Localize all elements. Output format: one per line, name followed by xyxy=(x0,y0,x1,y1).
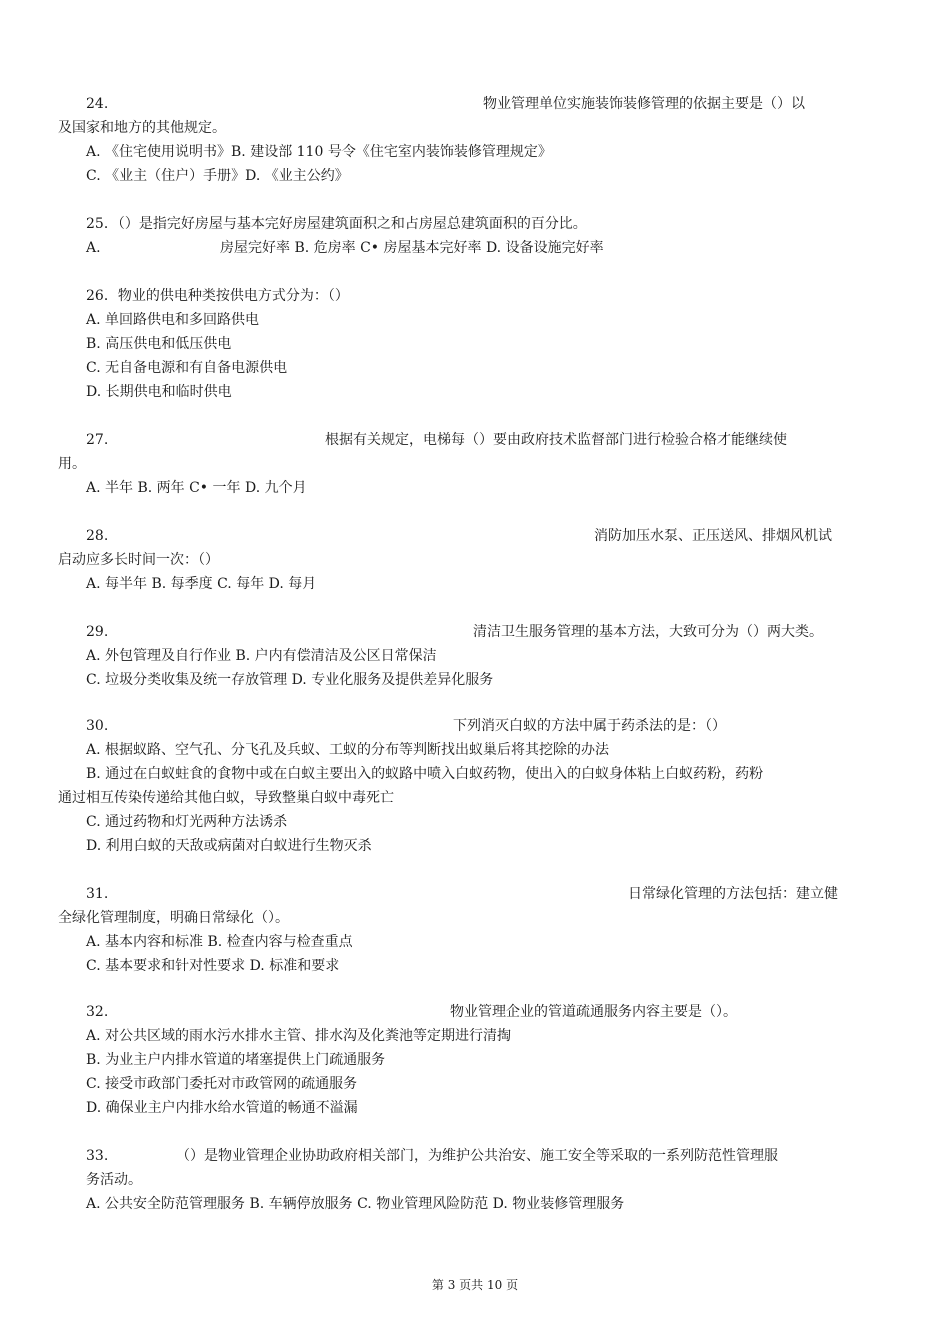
q32-option-b: B. 为业主户内排水管道的堵塞提供上门疏通服务 xyxy=(86,1052,386,1068)
q26-option-b: B. 高压供电和低压供电 xyxy=(86,336,232,352)
q32-option-c: C. 接受市政部门委托对市政管网的疏通服务 xyxy=(86,1076,358,1092)
q33-stem: （）是物业管理企业协助政府相关部门，为维护公共治安、施工安全等采取的一系列防范性管理服 xyxy=(176,1148,778,1164)
q24-stem: 物业管理单位实施装饰装修管理的依据主要是（）以 xyxy=(483,96,805,112)
q30-number: 30. xyxy=(86,718,109,734)
q31-options-1: A. 基本内容和标准 B. 检查内容与检查重点 xyxy=(86,934,353,950)
q33-options: A. 公共安全防范管理服务 B. 车辆停放服务 C. 物业管理风险防范 D. 物业装修管理服务 xyxy=(86,1196,625,1212)
q24-stem-cont: 及国家和地方的其他规定。 xyxy=(58,120,226,136)
q29-options-1: A. 外包管理及自行作业 B. 户内有偿清洁及公区日常保洁 xyxy=(86,648,437,664)
q25-options: 房屋完好率 B. 危房率 C• 房屋基本完好率 D. 设备设施完好率 xyxy=(220,240,604,256)
q33-stem-cont: 务活动。 xyxy=(86,1172,142,1188)
q28-stem: 消防加压水泵、正压送风、排烟风机试 xyxy=(594,528,832,544)
q26-option-d: D. 长期供电和临时供电 xyxy=(86,384,232,400)
q26-option-a: A. 单回路供电和多回路供电 xyxy=(86,312,260,328)
q26-stem: 26．物业的供电种类按供电方式分为：（） xyxy=(86,288,349,304)
q24-number: 24. xyxy=(86,96,109,112)
q32-option-d: D. 确保业主户内排水给水管道的畅通不溢漏 xyxy=(86,1100,358,1116)
q32-option-a: A. 对公共区域的雨水污水排水主管、排水沟及化粪池等定期进行清掏 xyxy=(86,1028,512,1044)
q31-stem-cont: 全绿化管理制度，明确日常绿化（）。 xyxy=(58,910,289,926)
q29-stem: 清洁卫生服务管理的基本方法，大致可分为（）两大类。 xyxy=(473,624,823,640)
q28-stem-cont: 启动应多长时间一次：（） xyxy=(58,552,219,568)
q25-option-label: A. xyxy=(86,240,101,256)
q24-options-2: C. 《业主（住户）手册》D. 《业主公约》 xyxy=(86,168,349,184)
q28-number: 28. xyxy=(86,528,109,544)
q28-options: A. 每半年 B. 每季度 C. 每年 D. 每月 xyxy=(86,576,317,592)
q32-stem: 物业管理企业的管道疏通服务内容主要是（）。 xyxy=(450,1004,737,1020)
q24-options-1: A. 《住宅使用说明书》B. 建设部 110 号令《住宅室内装饰装修管理规定》 xyxy=(86,144,552,160)
q30-option-c: C. 通过药物和灯光两种方法诱杀 xyxy=(86,814,288,830)
q25-stem: 25．（）是指完好房屋与基本完好房屋建筑面积之和占房屋总建筑面积的百分比。 xyxy=(86,216,587,232)
q27-stem: 根据有关规定，电梯每（）要由政府技术监督部门进行检验合格才能继续使 xyxy=(325,432,787,448)
q29-number: 29. xyxy=(86,624,109,640)
q31-number: 31. xyxy=(86,886,109,902)
q26-option-c: C. 无自备电源和有自备电源供电 xyxy=(86,360,288,376)
q30-option-a: A. 根据蚁路、空气孔、分飞孔及兵蚁、工蚁的分布等判断找出蚁巢后将其挖除的办法 xyxy=(86,742,610,758)
q27-options: A. 半年 B. 两年 C• 一年 D. 九个月 xyxy=(86,480,307,496)
q30-stem: 下列消灭白蚁的方法中属于药杀法的是：（） xyxy=(453,718,726,734)
page-footer: 第 3 页共 10 页 xyxy=(431,1278,519,1292)
q31-options-2: C. 基本要求和针对性要求 D. 标准和要求 xyxy=(86,958,340,974)
q32-number: 32. xyxy=(86,1004,109,1020)
q29-options-2: C. 垃圾分类收集及统一存放管理 D. 专业化服务及提供差异化服务 xyxy=(86,672,494,688)
q30-option-b: B. 通过在白蚁蛀食的食物中或在白蚁主要出入的蚁路中喷入白蚁药物，使出入的白蚁身体粘上白蚁药粉，药粉 xyxy=(86,766,764,782)
q33-number: 33. xyxy=(86,1148,109,1164)
q30-option-b-cont: 通过相互传染传递给其他白蚁，导致整巢白蚁中毒死亡 xyxy=(58,790,394,806)
q30-option-d: D. 利用白蚁的天敌或病菌对白蚁进行生物灭杀 xyxy=(86,838,372,854)
q31-stem: 日常绿化管理的方法包括：建立健 xyxy=(628,886,838,902)
q27-number: 27. xyxy=(86,432,109,448)
q27-stem-cont: 用。 xyxy=(58,456,86,472)
